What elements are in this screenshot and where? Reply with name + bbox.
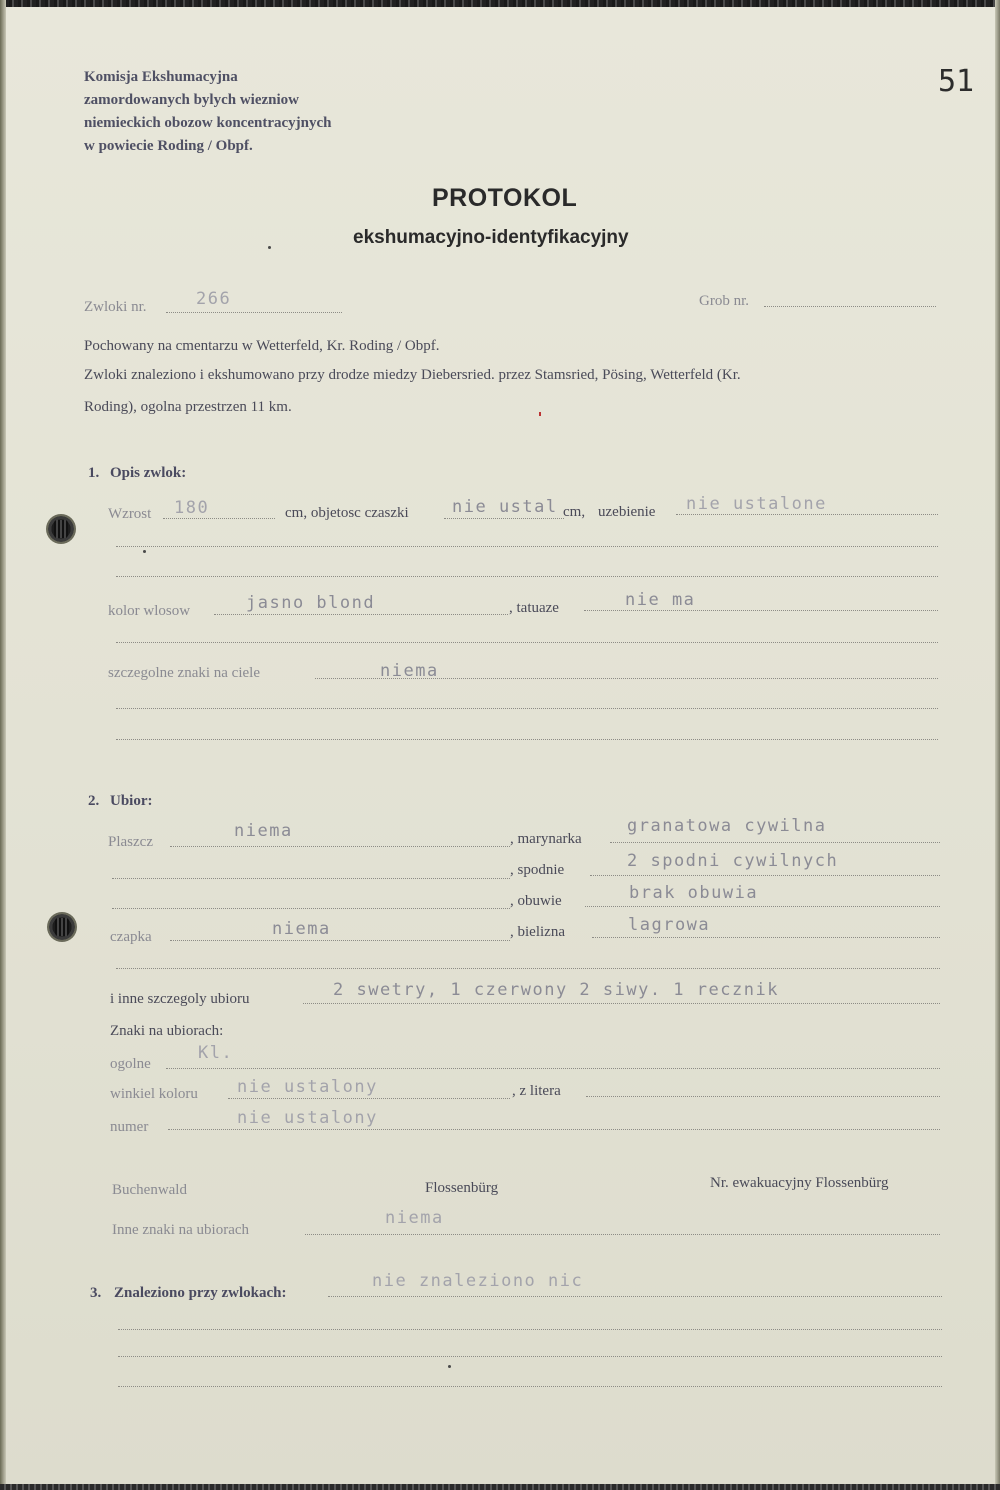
section-2-title: Ubior: [110,793,153,809]
spodnie-value: 2 spodni cywilnych [627,851,839,871]
dotted-line [315,678,938,679]
dotted-line [764,306,936,307]
wzrost-value: 180 [174,498,210,518]
flossenburg-label: Flossenbürg [425,1180,499,1196]
dotted-line [676,514,938,515]
dotted-line [328,1296,942,1297]
ogolne-label: ogolne [110,1056,151,1072]
header-line-4: w powiecie Roding / Obpf. [84,138,253,154]
punch-hole-icon [46,514,76,544]
zwloki-label: Zwloki nr. [84,299,147,315]
wzrost-label: Wzrost [108,506,152,522]
header-line-1: Komisja Ekshumacyjna [84,69,238,85]
plaszcz-label: Plaszcz [108,834,153,850]
czaszka-label: cm, objetosc czaszki [285,505,409,521]
dotted-line [585,906,940,907]
dotted-line [170,846,510,847]
dotted-line [305,1234,940,1235]
znaki-na-ubiorach-label: Znaki na ubiorach: [110,1023,224,1039]
dotted-line [118,1386,942,1387]
scan-bottom-edge [0,1484,1000,1490]
czaszka-value: nie ustal [452,497,558,517]
marynarka-value: granatowa cywilna [627,816,827,836]
dotted-line [584,610,938,611]
dotted-line [116,546,938,547]
znaki-label: szczegolne znaki na ciele [108,665,260,681]
winkiel-value: nie ustalony [237,1077,378,1097]
ink-speck [268,246,271,249]
scan-right-edge [995,0,1000,1490]
numer-label: numer [110,1119,149,1135]
section-2-number: 2. [88,793,100,809]
dotted-line [166,1068,940,1069]
red-mark [539,412,541,416]
dotted-line [610,842,940,843]
dotted-line [586,1096,940,1097]
dotted-line [590,875,940,876]
cm-label: cm, [563,504,586,520]
section-3-number: 3. [90,1285,102,1301]
document-title: PROTOKOL [432,184,578,212]
dotted-line [112,908,510,909]
znaki-value: niema [380,661,439,681]
dotted-line [170,940,510,941]
nr-ewakuacyjny-label: Nr. ewakuacyjny Flossenbürg [710,1175,889,1191]
intro-line-2: Zwloki znaleziono i ekshumowano przy drodze miedzy Diebersried. przez Stamsried, Pösing, Wetterfeld (Kr. [84,367,741,383]
scan-left-edge [0,0,6,1490]
intro-line-1: Pochowany na cmentarzu w Wetterfeld, Kr. Roding / Obpf. [84,338,440,354]
obuwie-value: brak obuwia [629,883,759,903]
dotted-line [303,1003,940,1004]
dotted-line [228,1098,510,1099]
uzebienie-value: nie ustalone [686,494,827,514]
dotted-line [116,708,938,709]
inne-szczegoly-value: 2 swetry, 1 czerwony 2 siwy. 1 recznik [333,980,779,1000]
section-1-title: Opis zwlok: [110,465,187,481]
spodnie-label: , spodnie [510,862,565,878]
page-number: 51 [938,64,975,99]
dotted-line [118,1329,942,1330]
dotted-line [116,576,938,577]
dotted-line [116,739,938,740]
dotted-line [592,937,940,938]
dotted-line [444,518,564,519]
document-subtitle: ekshumacyjno-identyfikacyjny [353,227,629,248]
numer-value: nie ustalony [237,1108,378,1128]
dotted-line [112,878,510,879]
winkiel-label: winkiel koloru [110,1086,198,1102]
z-litera-label: , z litera [512,1083,561,1099]
punch-hole-icon [47,912,77,942]
section-3-title: Znaleziono przy zwlokach: [114,1285,287,1301]
intro-line-3: Roding), ogolna przestrzen 11 km. [84,399,292,415]
bielizna-label: , bielizna [510,924,565,940]
section-3-value: nie znaleziono nic [372,1271,584,1291]
ink-speck [143,550,146,553]
scan-top-edge [0,0,1000,7]
czapka-label: czapka [110,929,152,945]
uzebienie-label: uzebienie [598,504,656,520]
zwloki-value: 266 [196,289,232,309]
dotted-line [163,518,275,519]
tatuaze-value: nie ma [625,590,696,610]
dotted-line [168,1129,940,1130]
obuwie-label: , obuwie [510,893,562,909]
plaszcz-value: niema [234,821,293,841]
dotted-line [116,642,938,643]
header-line-3: niemieckich obozow koncentracyjnych [84,115,332,131]
grob-label: Grob nr. [699,293,749,309]
inne-znaki-value: niema [385,1208,444,1228]
ogolne-value: Kl. [198,1043,234,1063]
kolor-wlosow-value: jasno blond [246,593,376,613]
section-1-number: 1. [88,465,100,481]
header-line-2: zamordowanych bylych wiezniow [84,92,299,108]
dotted-line [118,1356,942,1357]
inne-znaki-label: Inne znaki na ubiorach [112,1222,250,1238]
dotted-line [214,614,508,615]
tatuaze-label: , tatuaze [509,600,559,616]
buchenwald-label: Buchenwald [112,1182,187,1198]
marynarka-label: , marynarka [510,831,582,847]
czapka-value: niema [272,919,331,939]
inne-szczegoly-label: i inne szczegoly ubioru [110,991,250,1007]
dotted-line [166,312,342,313]
kolor-wlosow-label: kolor wlosow [108,603,191,619]
dotted-line [116,968,940,969]
bielizna-value: lagrowa [628,915,711,935]
ink-speck [448,1365,451,1368]
